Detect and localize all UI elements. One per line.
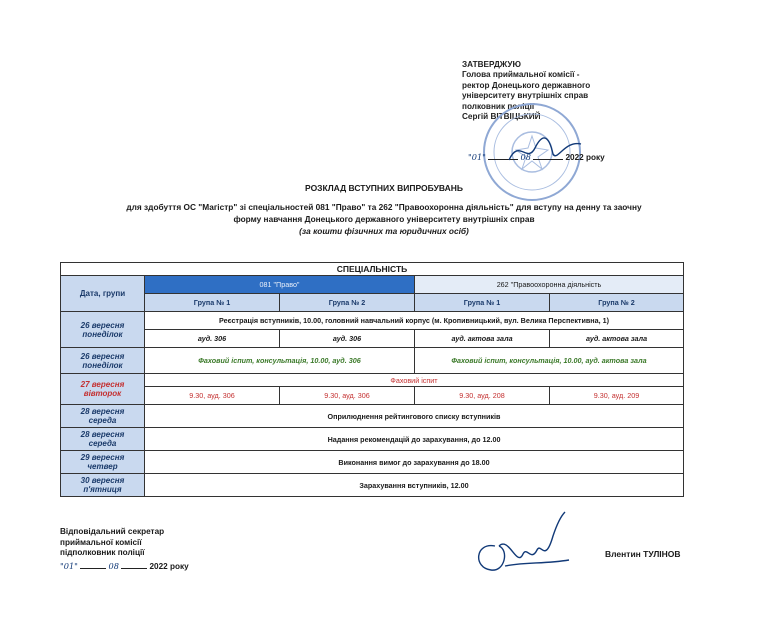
exam-cell: 9.30, ауд. 208	[415, 387, 550, 405]
specialty-081-header: 081 "Право"	[145, 276, 415, 294]
document-subtitle-2: форму навчання Донецького державного університету внутрішніх справ	[233, 214, 535, 224]
secretary-date-day: "01"	[60, 561, 78, 571]
approval-line: університету внутрішніх справ	[462, 91, 589, 101]
document-subtitle-1: для здобуття ОС "Магістр" зі спеціальностей 081 "Право" та 262 "Правоохоронна діяльність" для вступу на денну та заочну	[126, 202, 642, 212]
day-label: середа	[88, 439, 117, 448]
group-header: Група № 1	[415, 294, 550, 312]
exam-header-cell: Фаховий іспит	[145, 374, 684, 387]
secretary-line: Відповідальний секретар	[60, 527, 165, 536]
approval-date-day: "01"	[468, 152, 486, 162]
date-label: 26 вересня	[80, 351, 125, 361]
group-header: Група № 2	[280, 294, 415, 312]
day-label: вівторок	[83, 389, 122, 398]
schedule-row: Реєстрація вступників, 10.00, головний навчальний корпус (м. Кропивницький, вул. Велика Перспективна, 1)	[145, 312, 684, 330]
date-label: 28 вересня	[80, 407, 125, 416]
secretary-line: підполковник поліції	[60, 548, 145, 557]
room-cell: ауд. 306	[145, 330, 280, 348]
secretary-date-year: 2022 року	[149, 562, 189, 571]
secretary-name: Влентин ТУЛІНОВ	[605, 549, 681, 559]
schedule-table	[60, 262, 684, 497]
schedule-row: Оприлюднення рейтингового списку вступників	[145, 405, 684, 428]
schedule-row: Зарахування вступників, 12.00	[145, 474, 684, 497]
consultation-cell-262: Фаховий іспит, консультація, 10.00, ауд. актова зала	[415, 348, 684, 374]
approval-line: Сергій ВІТВІЦЬКИЙ	[462, 112, 541, 122]
rector-signature-icon	[505, 130, 585, 170]
approval-date-month: 08	[520, 152, 531, 162]
room-cell: ауд. актова зала	[415, 330, 550, 348]
secretary-line: приймальної комісії	[60, 537, 142, 547]
secretary-date	[60, 561, 189, 571]
date-cell	[61, 405, 145, 428]
consultation-cell-081: Фаховий іспит, консультація, 10.00, ауд. 306	[145, 348, 415, 374]
date-label: 28 вересня	[80, 430, 125, 439]
date-label: 29 вересня	[80, 453, 125, 462]
room-cell: ауд. 306	[280, 330, 415, 348]
day-label: понеділок	[82, 360, 123, 370]
day-label: середа	[88, 416, 117, 425]
date-cell	[61, 474, 145, 497]
date-cell	[61, 348, 145, 374]
approval-date-year: 2022 року	[565, 153, 605, 162]
group-header: Група № 1	[145, 294, 280, 312]
day-label: п'ятниця	[83, 485, 122, 494]
secretary-block	[60, 527, 164, 559]
day-label: понеділок	[82, 329, 123, 339]
date-cell	[61, 312, 145, 348]
specialty-262-header: 262 "Правоохоронна діяльність	[415, 276, 684, 294]
schedule-row: Виконання вимог до зарахування до 18.00	[145, 451, 684, 474]
date-label: 30 вересня	[80, 476, 125, 485]
document-subtitle-3: (за кошти фізичних та юридичних осіб)	[299, 226, 469, 236]
day-label: четвер	[87, 462, 118, 471]
specialty-header: СПЕЦІАЛЬНІСТЬ	[61, 263, 684, 276]
exam-cell: 9.30, ауд. 306	[145, 387, 280, 405]
approval-line: полковник поліції	[462, 101, 535, 111]
document-title: РОЗКЛАД ВСТУПНИХ ВИПРОБУВАНЬ	[305, 183, 463, 193]
date-label: 27 вересня	[80, 380, 125, 389]
date-cell	[61, 374, 145, 405]
approval-line: Голова приймальної комісії -	[462, 70, 580, 80]
room-cell: ауд. актова зала	[550, 330, 684, 348]
secretary-date-month: 08	[108, 561, 119, 571]
date-cell	[61, 428, 145, 451]
date-cell	[61, 451, 145, 474]
date-label: 26 вересня	[80, 320, 125, 330]
approval-line: ректор Донецького державного	[462, 80, 591, 90]
group-header: Група № 2	[550, 294, 684, 312]
secretary-signature-icon	[465, 506, 575, 586]
exam-cell: 9.30, ауд. 306	[280, 387, 415, 405]
schedule-row: Надання рекомендацій до зарахування, до 12.00	[145, 428, 684, 451]
approval-heading: ЗАТВЕРДЖУЮ	[462, 60, 521, 69]
date-groups-header: Дата, групи	[61, 276, 145, 312]
exam-cell: 9.30, ауд. 209	[550, 387, 684, 405]
